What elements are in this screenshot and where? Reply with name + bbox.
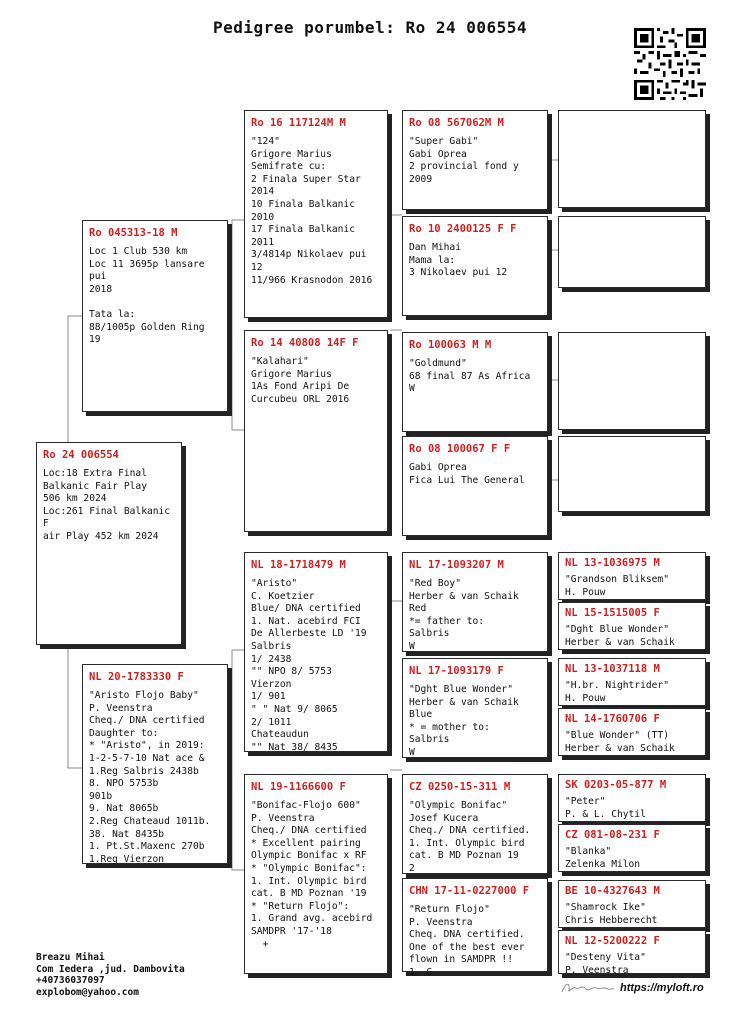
card-gen4-5[interactable] <box>558 774 706 822</box>
card-gen3-5[interactable] <box>402 552 548 652</box>
card-notes: "Shamrock Ike" Chris Hebberecht <box>565 902 658 926</box>
ring-number: NL 20-1783330 F <box>89 671 184 683</box>
card-notes: "Goldmund" 68 final 87 As Africa W <box>409 358 531 395</box>
ring-number: NL 13-1036975 M <box>565 557 660 569</box>
ring-number: NL 19-1166600 F <box>251 781 346 793</box>
ring-number: CHN 17-11-0227000 F <box>409 885 530 897</box>
card-notes: "Dght Blue Wonder" Herber & van Schaik Blue * = mother to: Salbris W <box>409 684 519 758</box>
card-notes: "Olympic Bonifac" Josef Kucera Cheq./ DNA certified. 1. Int. Olympic bird cat. B MD Poznan 19 2 <box>409 800 531 874</box>
ring-number: Ro 08 567062M M <box>409 117 504 129</box>
card-gen4-empty <box>558 216 706 288</box>
owner-address: Com Iedera ,jud. Dambovita <box>36 963 185 975</box>
ring-number: Ro 14 40808 14F F <box>251 337 359 349</box>
card-dam[interactable] <box>82 664 228 864</box>
card-gen4-empty <box>558 110 706 208</box>
card-gen3-7[interactable] <box>402 774 548 874</box>
card-granddam-paternal[interactable] <box>244 330 388 532</box>
card-subject[interactable] <box>36 442 182 645</box>
card-notes: "Return Flojo" P. Veenstra Cheq. DNA certified. One of the best ever flown in SAMDPR !! 1. G <box>409 904 525 978</box>
ring-number: Ro 08 100067 F F <box>409 443 511 455</box>
card-gen4-3[interactable] <box>558 658 706 706</box>
ring-number: Ro 16 117124M M <box>251 117 346 129</box>
ring-number: Ro 24 006554 <box>43 449 119 461</box>
ring-number: Ro 10 2400125 F F <box>409 223 517 235</box>
owner-contact <box>36 952 185 998</box>
card-gen4-empty <box>558 436 706 512</box>
card-notes: "Bonifac-Flojo 600" P. Veenstra Cheq./ DNA certified * Excellent pairing Olympic Bonifac x RF * "Olympic Bonifac": 1. Int. Olympic bird cat. B MD Poznan '19 * "Return Flojo": 1. Grand avg. acebird SAMDPR '17-'18 + <box>251 800 373 950</box>
ring-number: NL 18-1718479 M <box>251 559 346 571</box>
owner-name: Breazu Mihai <box>36 952 105 963</box>
page-title: Pedigree porumbel: Ro 24 006554 <box>212 18 528 37</box>
ring-number: Ro 100063 M M <box>409 339 492 351</box>
ring-number: NL 17-1093179 F <box>409 665 504 677</box>
ring-number: NL 15-1515005 F <box>565 607 660 619</box>
ring-number: Ro 045313-18 M <box>89 227 178 239</box>
card-gen4-empty <box>558 332 706 430</box>
card-gen4-8[interactable] <box>558 930 706 974</box>
card-gen3-4[interactable] <box>402 436 548 536</box>
card-grandsire-maternal[interactable] <box>244 552 388 752</box>
owner-phone: +40736037097 <box>36 975 105 986</box>
card-notes: "Peter" P. & L. Chytil <box>565 796 646 820</box>
card-grandsire-paternal[interactable] <box>244 110 388 318</box>
ring-number: NL 14-1760706 F <box>565 713 660 725</box>
card-notes: "Grandson Bliksem" H. Pouw <box>565 574 669 598</box>
ring-number: NL 13-1037118 M <box>565 663 660 675</box>
ring-number: SK 0203-05-877 M <box>565 779 667 791</box>
card-gen4-7[interactable] <box>558 880 706 928</box>
card-notes: Loc:18 Extra Final Balkanic Fair Play 506 km 2024 Loc:261 Final Balkanic F air Play 452 km 2024 <box>43 468 171 542</box>
card-notes: "H.br. Nightrider" H. Pouw <box>565 680 669 704</box>
card-gen3-6[interactable] <box>402 658 548 758</box>
website-link[interactable]: https://myloft.ro <box>620 982 704 994</box>
card-gen3-2[interactable] <box>402 216 548 316</box>
card-gen4-2[interactable] <box>558 602 706 650</box>
card-notes: "124" Grigore Marius Semifrate cu: 2 Finala Super Star 2014 10 Finala Balkanic 2010 17 Finala Balkanic 2011 3/4814p Nikolaev pui 12 11/966 Krasnodon 2016 <box>251 136 373 286</box>
card-notes: Loc 1 Club 530 km Loc 11 3695p lansare pui 2018 Tata la: 88/1005p Golden Ring 19 <box>89 246 205 346</box>
card-notes: "Dght Blue Wonder" Herber & van Schaik <box>565 624 675 648</box>
card-gen4-4[interactable] <box>558 708 706 756</box>
card-notes: "Aristo" C. Koetzier Blue/ DNA certified 1. Nat. acebird FCI De Allerbeste LD '19 Salbris 1/ 2438 "" NPO 8/ 5753 Vierzon 1/ 901 " " Nat 9/ 8065 2/ 1011 Chateaudun "" Nat 38/ 8435 <box>251 578 367 753</box>
card-notes: "Blanka" Zelenka Milon <box>565 846 641 870</box>
ring-number: CZ 081-08-231 F <box>565 829 660 841</box>
card-gen4-1[interactable] <box>558 552 706 600</box>
signature-logo-icon <box>560 980 616 996</box>
ring-number: NL 17-1093207 M <box>409 559 504 571</box>
card-notes: "Red Boy" Herber & van Schaik Red *= father to: Salbris W <box>409 578 519 652</box>
card-notes: "Kalahari" Grigore Marius 1As Fond Aripi De Curcubeu ORL 2016 <box>251 356 350 405</box>
ring-number: CZ 0250-15-311 M <box>409 781 511 793</box>
card-gen4-6[interactable] <box>558 824 706 872</box>
card-gen3-8[interactable] <box>402 878 548 978</box>
card-notes: "Desteny Vita" P. Veenstra <box>565 952 646 976</box>
card-gen3-1[interactable] <box>402 110 548 210</box>
card-notes: Gabi Oprea Fica Lui The General <box>409 462 525 486</box>
card-sire[interactable] <box>82 220 228 412</box>
card-granddam-maternal[interactable] <box>244 774 388 974</box>
owner-email[interactable]: explobom@yahoo.com <box>36 986 139 998</box>
ring-number: BE 10-4327643 M <box>565 885 660 897</box>
card-notes: Dan Mihai Mama la: 3 Nikolaev pui 12 <box>409 242 508 279</box>
card-notes: "Super Gabi" Gabi Oprea 2 provincial fond y 2009 <box>409 136 519 185</box>
card-gen3-3[interactable] <box>402 332 548 432</box>
card-notes: "Blue Wonder" (TT) Herber & van Schaik <box>565 730 675 754</box>
ring-number: NL 12-5200222 F <box>565 935 660 947</box>
card-notes: "Aristo Flojo Baby" P. Veenstra Cheq./ DNA certified Daughter to: * "Aristo", in 2019: 1-2-5-7-10 Nat ace & 1.Reg Salbris 2438b 8. NPO 5753b 901b 9. Nat 8065b 2.Reg Chateaud 1011b. 38. Nat 8435b 1. Pt.St.Maxenc 270b 1.Reg Vierzon <box>89 690 211 865</box>
